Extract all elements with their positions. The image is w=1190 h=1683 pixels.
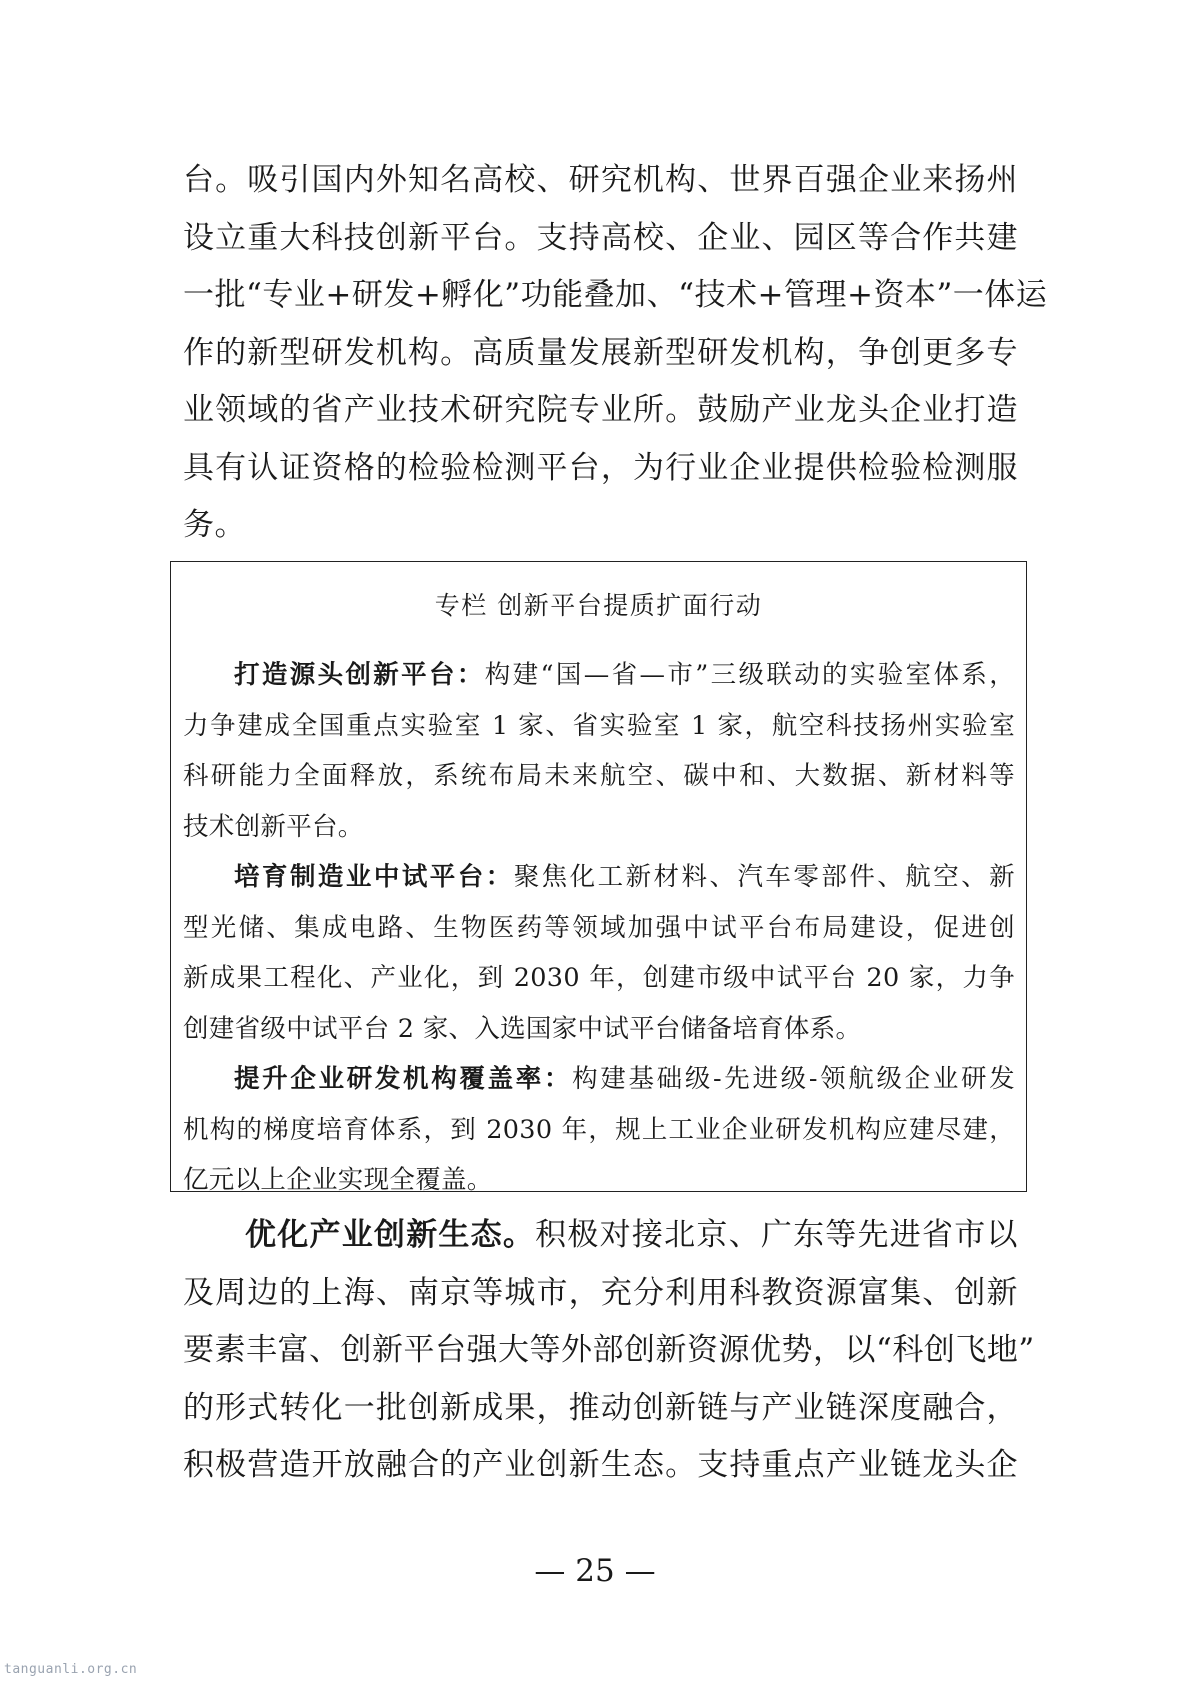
special-column-box [170,561,1027,1195]
column-line: 新成果工程化、产业化，到 2030 年，创建市级中试平台 20 家，力争 [183,963,1015,993]
section-heading: 培育制造业中试平台： [234,862,514,892]
column-line: 技术创新平台。 [183,811,364,842]
paragraph-line: 作的新型研发机构。高质量发展新型研发机构，争创更多专 [183,334,1018,371]
paragraph-heading: 优化产业创新生态。 [245,1217,536,1253]
paragraph-line: 业领域的省产业技术研究院专业所。鼓励产业龙头企业打造 [183,392,1018,428]
paragraph-line: 具有认证资格的检验检测平台，为行业企业提供检验检测服 [183,449,1018,486]
paragraph-text: 积极对接北京、广东等先进省市以 [535,1217,1019,1253]
bottom-paragraph [183,1207,1035,1495]
column-line: 亿元以上企业实现全覆盖。 [183,1165,493,1195]
section-heading: 提升企业研发机构覆盖率： [234,1064,573,1094]
column-section-first-line [183,650,1015,701]
paragraph-line: 积极营造开放融合的产业创新生态。支持重点产业链龙头企 [183,1447,1018,1483]
top-paragraph [183,152,1048,555]
column-section-first-line [183,852,1015,903]
column-line: 力争建成全国重点实验室 1 家、省实验室 1 家，航空科技扬州实验室 [183,710,1015,741]
column-section-first-line [183,1054,1015,1105]
section-text: 构建基础级-先进级-领航级企业研发 [572,1064,1015,1094]
paragraph-line: 务。 [183,507,246,543]
column-line: 科研能力全面释放，系统布局未来航空、碳中和、大数据、新材料等 [183,761,1015,791]
section-heading: 打造源头创新平台： [234,660,485,690]
paragraph-line: 台。吸引国内外知名高校、研究机构、世界百强企业来扬州 [183,162,1018,198]
section-text: 聚焦化工新材料、汽车零部件、航空、新 [513,862,1015,892]
column-line: 创建省级中试平台 2 家、入选国家中试平台储备培育体系。 [183,1013,862,1044]
column-title: 专栏 创新平台提质扩面行动 [434,591,763,620]
source-watermark: tanguanli.org.cn [4,1662,138,1677]
paragraph-line: 的形式转化一批创新成果，推动创新链与产业链深度融合， [183,1389,1018,1426]
column-line: 型光储、集成电路、生物医药等领域加强中试平台布局建设，促进创 [183,912,1015,943]
paragraph-line: 及周边的上海、南京等城市，充分利用科教资源富集、创新 [183,1274,1018,1311]
section-text: 构建“国—省—市”三级联动的实验室体系， [484,660,1016,690]
column-line: 机构的梯度培育体系，到 2030 年，规上工业企业研发机构应建尽建， [183,1114,1015,1145]
paragraph-line: 一批“专业+研发+孵化”功能叠加、“技术+管理+资本”一体运 [183,277,1048,313]
column-body [183,650,1015,1206]
paragraph-line: 设立重大科技创新平台。支持高校、企业、园区等合作共建 [183,219,1018,256]
page-number: — 25 — [534,1553,656,1589]
paragraph-line: 要素丰富、创新平台强大等外部创新资源优势，以“科创飞地” [183,1332,1035,1368]
paragraph-first-line [183,1207,1018,1265]
